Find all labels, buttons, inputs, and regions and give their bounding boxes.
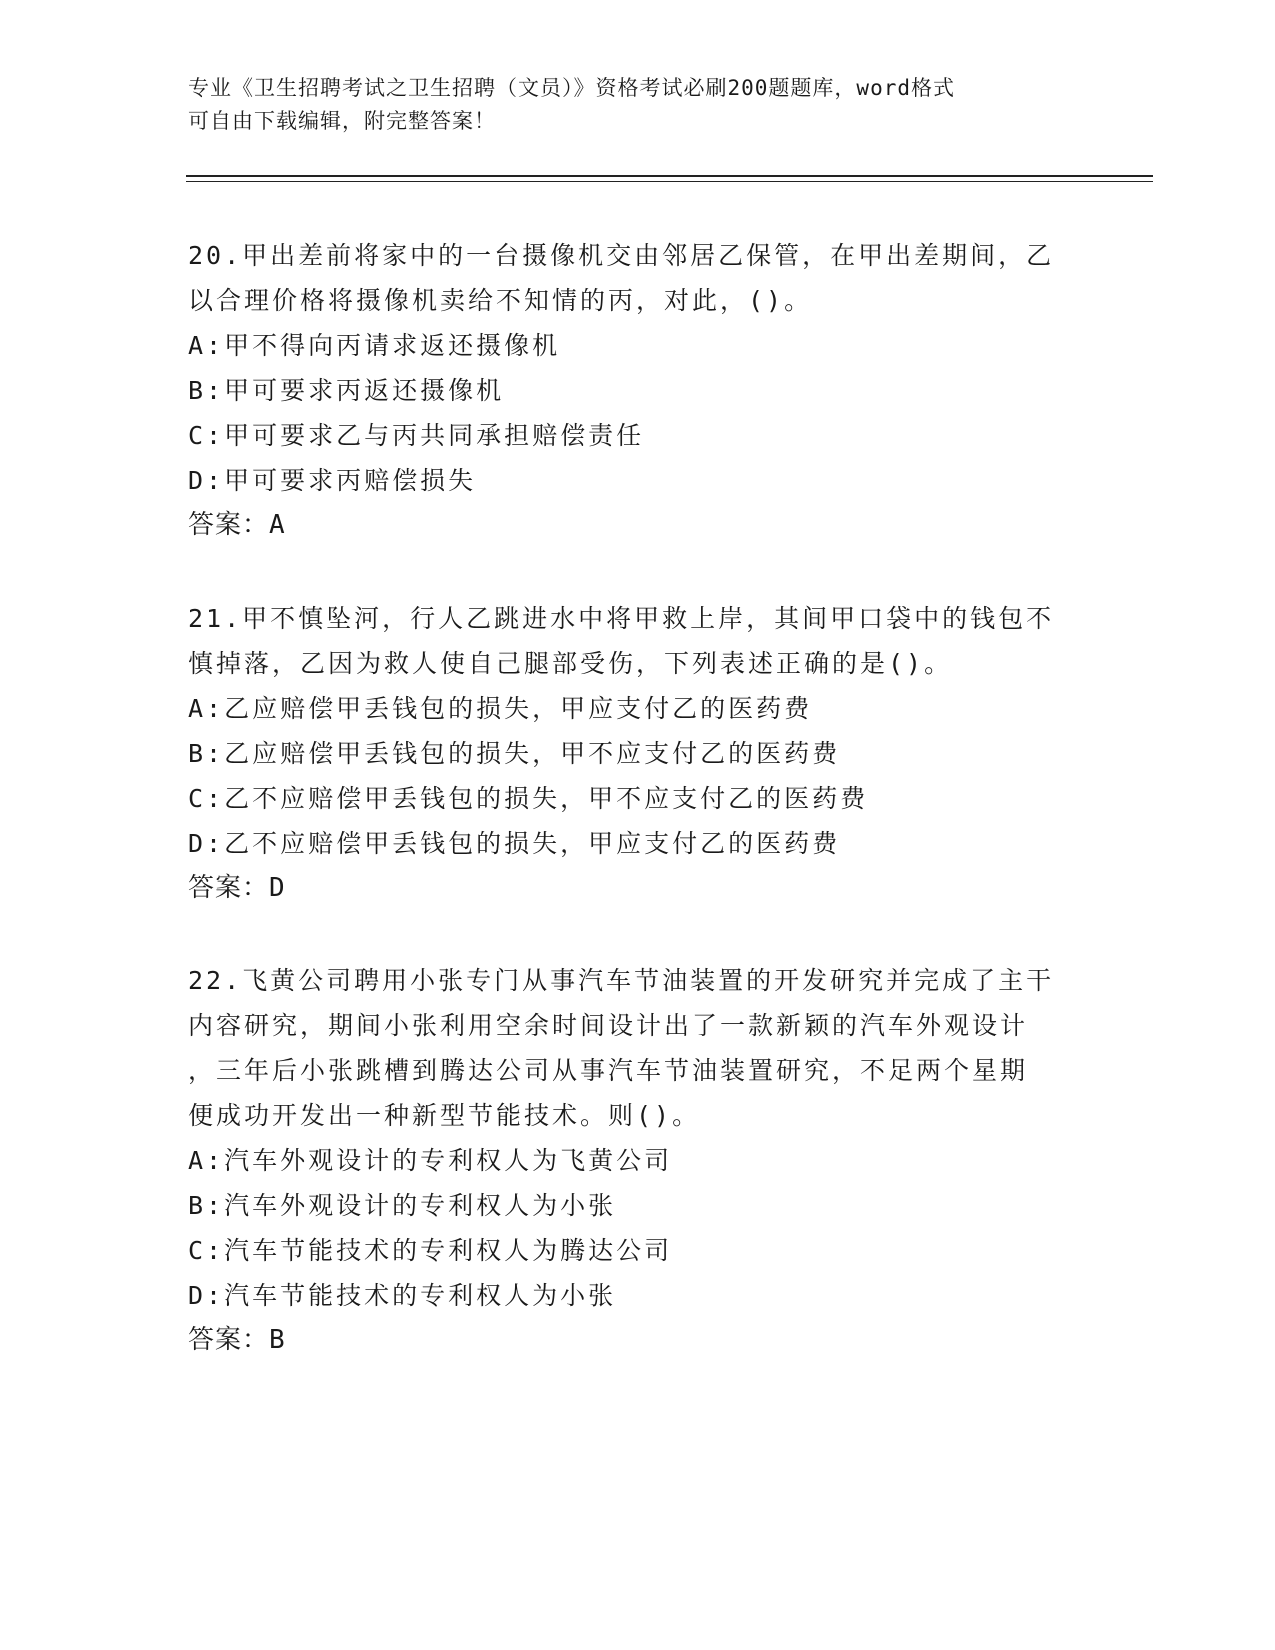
option-c: C:甲可要求乙与丙共同承担赔偿责任 [188, 421, 645, 450]
question-21 [188, 596, 1088, 911]
option-a: A:乙应赔偿甲丢钱包的损失，甲应支付乙的医药费 [188, 694, 813, 723]
answer-line [188, 866, 1088, 911]
option-b: B:汽车外观设计的专利权人为小张 [188, 1191, 617, 1220]
header-line-2: 可自由下载编辑，附完整答案！ [188, 109, 496, 133]
answer-label: 答案： [188, 1325, 270, 1355]
option-a: A:汽车外观设计的专利权人为飞黄公司 [188, 1146, 673, 1175]
question-22 [188, 958, 1088, 1363]
question-stem-line: 22.飞黄公司聘用小张专门从事汽车节油装置的开发研究并完成了主干 [188, 966, 1055, 995]
answer-label: 答案： [188, 510, 270, 540]
option-b: B:乙应赔偿甲丢钱包的损失，甲不应支付乙的医药费 [188, 739, 841, 768]
question-stem-line: 便成功开发出一种新型节能技术。则()。 [188, 1101, 701, 1130]
option-d: D:乙不应赔偿甲丢钱包的损失，甲应支付乙的医药费 [188, 829, 841, 858]
question-stem-line: 21.甲不慎坠河，行人乙跳进水中将甲救上岸，其间甲口袋中的钱包不 [188, 604, 1055, 633]
answer-value: A [269, 510, 286, 540]
question-stem-line: 20.甲出差前将家中的一台摄像机交由邻居乙保管，在甲出差期间，乙 [188, 241, 1055, 270]
answer-label: 答案： [188, 873, 270, 903]
question-stem-line: 内容研究，期间小张利用空余时间设计出了一款新颖的汽车外观设计 [188, 1011, 1029, 1040]
answer-line [188, 503, 1088, 548]
header-divider-thin [186, 181, 1153, 182]
option-b: B:甲可要求丙返还摄像机 [188, 376, 505, 405]
question-stem-line: ，三年后小张跳槽到腾达公司从事汽车节油装置研究，不足两个星期 [188, 1056, 1029, 1085]
header-line-1: 专业《卫生招聘考试之卫生招聘（文员）》资格考试必刷200题题库，word格式 [188, 76, 955, 100]
question-20 [188, 233, 1088, 548]
question-stem-line: 慎掉落，乙因为救人使自己腿部受伤，下列表述正确的是()。 [188, 649, 953, 678]
option-d: D:甲可要求丙赔偿损失 [188, 466, 477, 495]
option-a: A:甲不得向丙请求返还摄像机 [188, 331, 561, 360]
answer-value: B [269, 1325, 286, 1355]
header-divider-thick [186, 175, 1153, 177]
option-d: D:汽车节能技术的专利权人为小张 [188, 1281, 617, 1310]
answer-line [188, 1318, 1088, 1363]
option-c: C:乙不应赔偿甲丢钱包的损失，甲不应支付乙的医药费 [188, 784, 869, 813]
answer-value: D [269, 873, 286, 903]
document-header [188, 72, 1088, 138]
question-stem-line: 以合理价格将摄像机卖给不知情的丙，对此，()。 [188, 286, 813, 315]
option-c: C:汽车节能技术的专利权人为腾达公司 [188, 1236, 673, 1265]
